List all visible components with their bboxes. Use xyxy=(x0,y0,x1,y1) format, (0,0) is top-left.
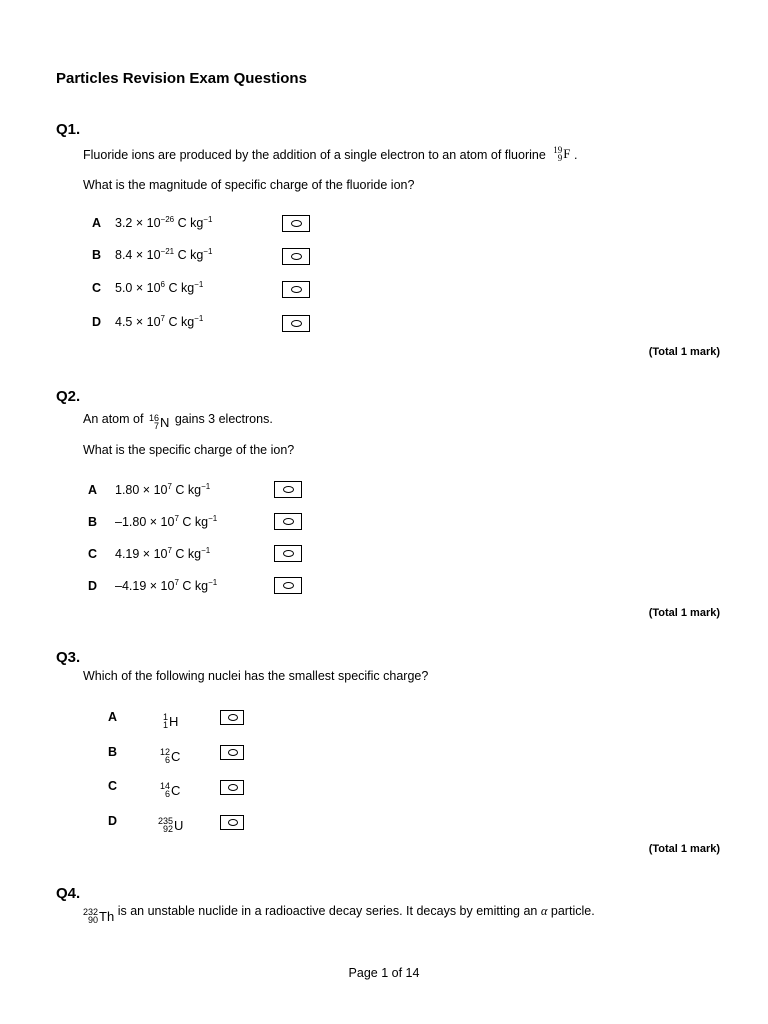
question-1-question: What is the magnitude of specific charge of the fluoride ion? xyxy=(83,178,415,192)
option-letter: C xyxy=(108,779,118,793)
option-value: $1.80 \times 10^7$ C $kg^{-1}$ xyxy=(115,482,211,497)
answer-checkbox-b[interactable] xyxy=(274,513,302,530)
page-title: Particles Revision Exam Questions xyxy=(56,70,307,87)
option-letter: C xyxy=(92,281,102,295)
option-letter: D xyxy=(92,315,102,329)
answer-checkbox-c[interactable] xyxy=(282,281,310,298)
question-2-question: What is the specific charge of the ion? xyxy=(83,443,295,457)
question-4-stem-text: is an unstable nuclide in a radioactive decay series. It decays by emitting an xyxy=(117,904,538,918)
option-value: $-1.80 \times 10^7$ C $kg^{-1}$ xyxy=(115,514,218,529)
option-letter: A xyxy=(92,216,102,230)
option-nuclide: 1 1 H xyxy=(163,712,179,730)
option-letter: B xyxy=(108,745,118,759)
question-1-stem xyxy=(83,145,578,168)
option-value: $5.0 \times 10^6$ C $kg^{-1}$ xyxy=(115,280,204,295)
question-2-stem xyxy=(83,412,273,432)
question-4-label: Q4. xyxy=(56,885,81,902)
question-3-total: (Total 1 mark) xyxy=(648,843,720,855)
question-3-question: Which of the following nuclei has the smallest specific charge? xyxy=(83,669,429,683)
option-letter: B xyxy=(88,515,98,529)
nuclide-atomic: 9 xyxy=(557,153,563,163)
fluorine-nuclide xyxy=(553,146,570,162)
option-letter: C xyxy=(88,547,98,561)
option-value: $-4.19 \times 10^7$ C $kg^{-1}$ xyxy=(115,578,218,593)
nuclide-mass: 19 xyxy=(553,145,563,155)
question-2-stem-end: gains 3 electrons. xyxy=(174,412,273,426)
option-value: $3.2 \times 10^{-26}$ C $kg^{-1}$ xyxy=(115,215,213,230)
page-footer: Page 1 of 14 xyxy=(348,966,420,980)
answer-checkbox-c[interactable] xyxy=(274,545,302,562)
question-4-stem-end: particle. xyxy=(550,904,595,918)
option-letter: D xyxy=(88,579,98,593)
option-value: $8.4 \times 10^{-21}$ C $kg^{-1}$ xyxy=(115,247,213,262)
nuclide-symbol: Th xyxy=(99,908,115,924)
answer-checkbox-a[interactable] xyxy=(274,481,302,498)
option-value: $4.5 \times 10^7$ C $kg^{-1}$ xyxy=(115,314,204,329)
question-3-label: Q3. xyxy=(56,649,81,666)
nuclide-symbol: F xyxy=(563,146,571,161)
option-value: $4.19 \times 10^7$ C $kg^{-1}$ xyxy=(115,546,211,561)
answer-checkbox-d[interactable] xyxy=(282,315,310,332)
question-1-stem-end: . xyxy=(574,148,578,162)
nuclide-atomic: 90 xyxy=(88,915,99,925)
question-1-label: Q1. xyxy=(56,121,81,138)
nuclide-mass: 16 xyxy=(148,413,159,423)
option-nuclide: 14 6 C xyxy=(160,781,181,799)
answer-checkbox-d[interactable] xyxy=(220,815,244,830)
answer-checkbox-a[interactable] xyxy=(282,215,310,232)
question-2-label: Q2. xyxy=(56,388,81,405)
answer-checkbox-d[interactable] xyxy=(274,577,302,594)
nitrogen-nuclide xyxy=(149,414,169,430)
option-nuclide: 235 92 U xyxy=(158,816,184,834)
nuclide-symbol: N xyxy=(159,414,170,430)
option-letter: A xyxy=(108,710,118,724)
option-letter: A xyxy=(88,483,98,497)
option-letter: B xyxy=(92,248,102,262)
nuclide-atomic: 7 xyxy=(153,421,159,431)
thorium-nuclide xyxy=(83,908,114,924)
answer-checkbox-a[interactable] xyxy=(220,710,244,725)
question-2-total: (Total 1 mark) xyxy=(648,607,720,619)
answer-checkbox-c[interactable] xyxy=(220,780,244,795)
option-nuclide: 12 6 C xyxy=(160,747,181,765)
question-4-stem xyxy=(83,904,595,924)
nuclide-mass: 232 xyxy=(83,907,99,917)
option-letter: D xyxy=(108,814,118,828)
question-2-stem-start: An atom of xyxy=(83,412,144,426)
question-1-total: (Total 1 mark) xyxy=(648,346,720,358)
question-1-stem-text: Fluoride ions are produced by the addition of a single electron to an atom of fluorine xyxy=(83,148,546,162)
alpha-symbol: α xyxy=(540,904,548,918)
answer-checkbox-b[interactable] xyxy=(220,745,244,760)
answer-checkbox-b[interactable] xyxy=(282,248,310,265)
